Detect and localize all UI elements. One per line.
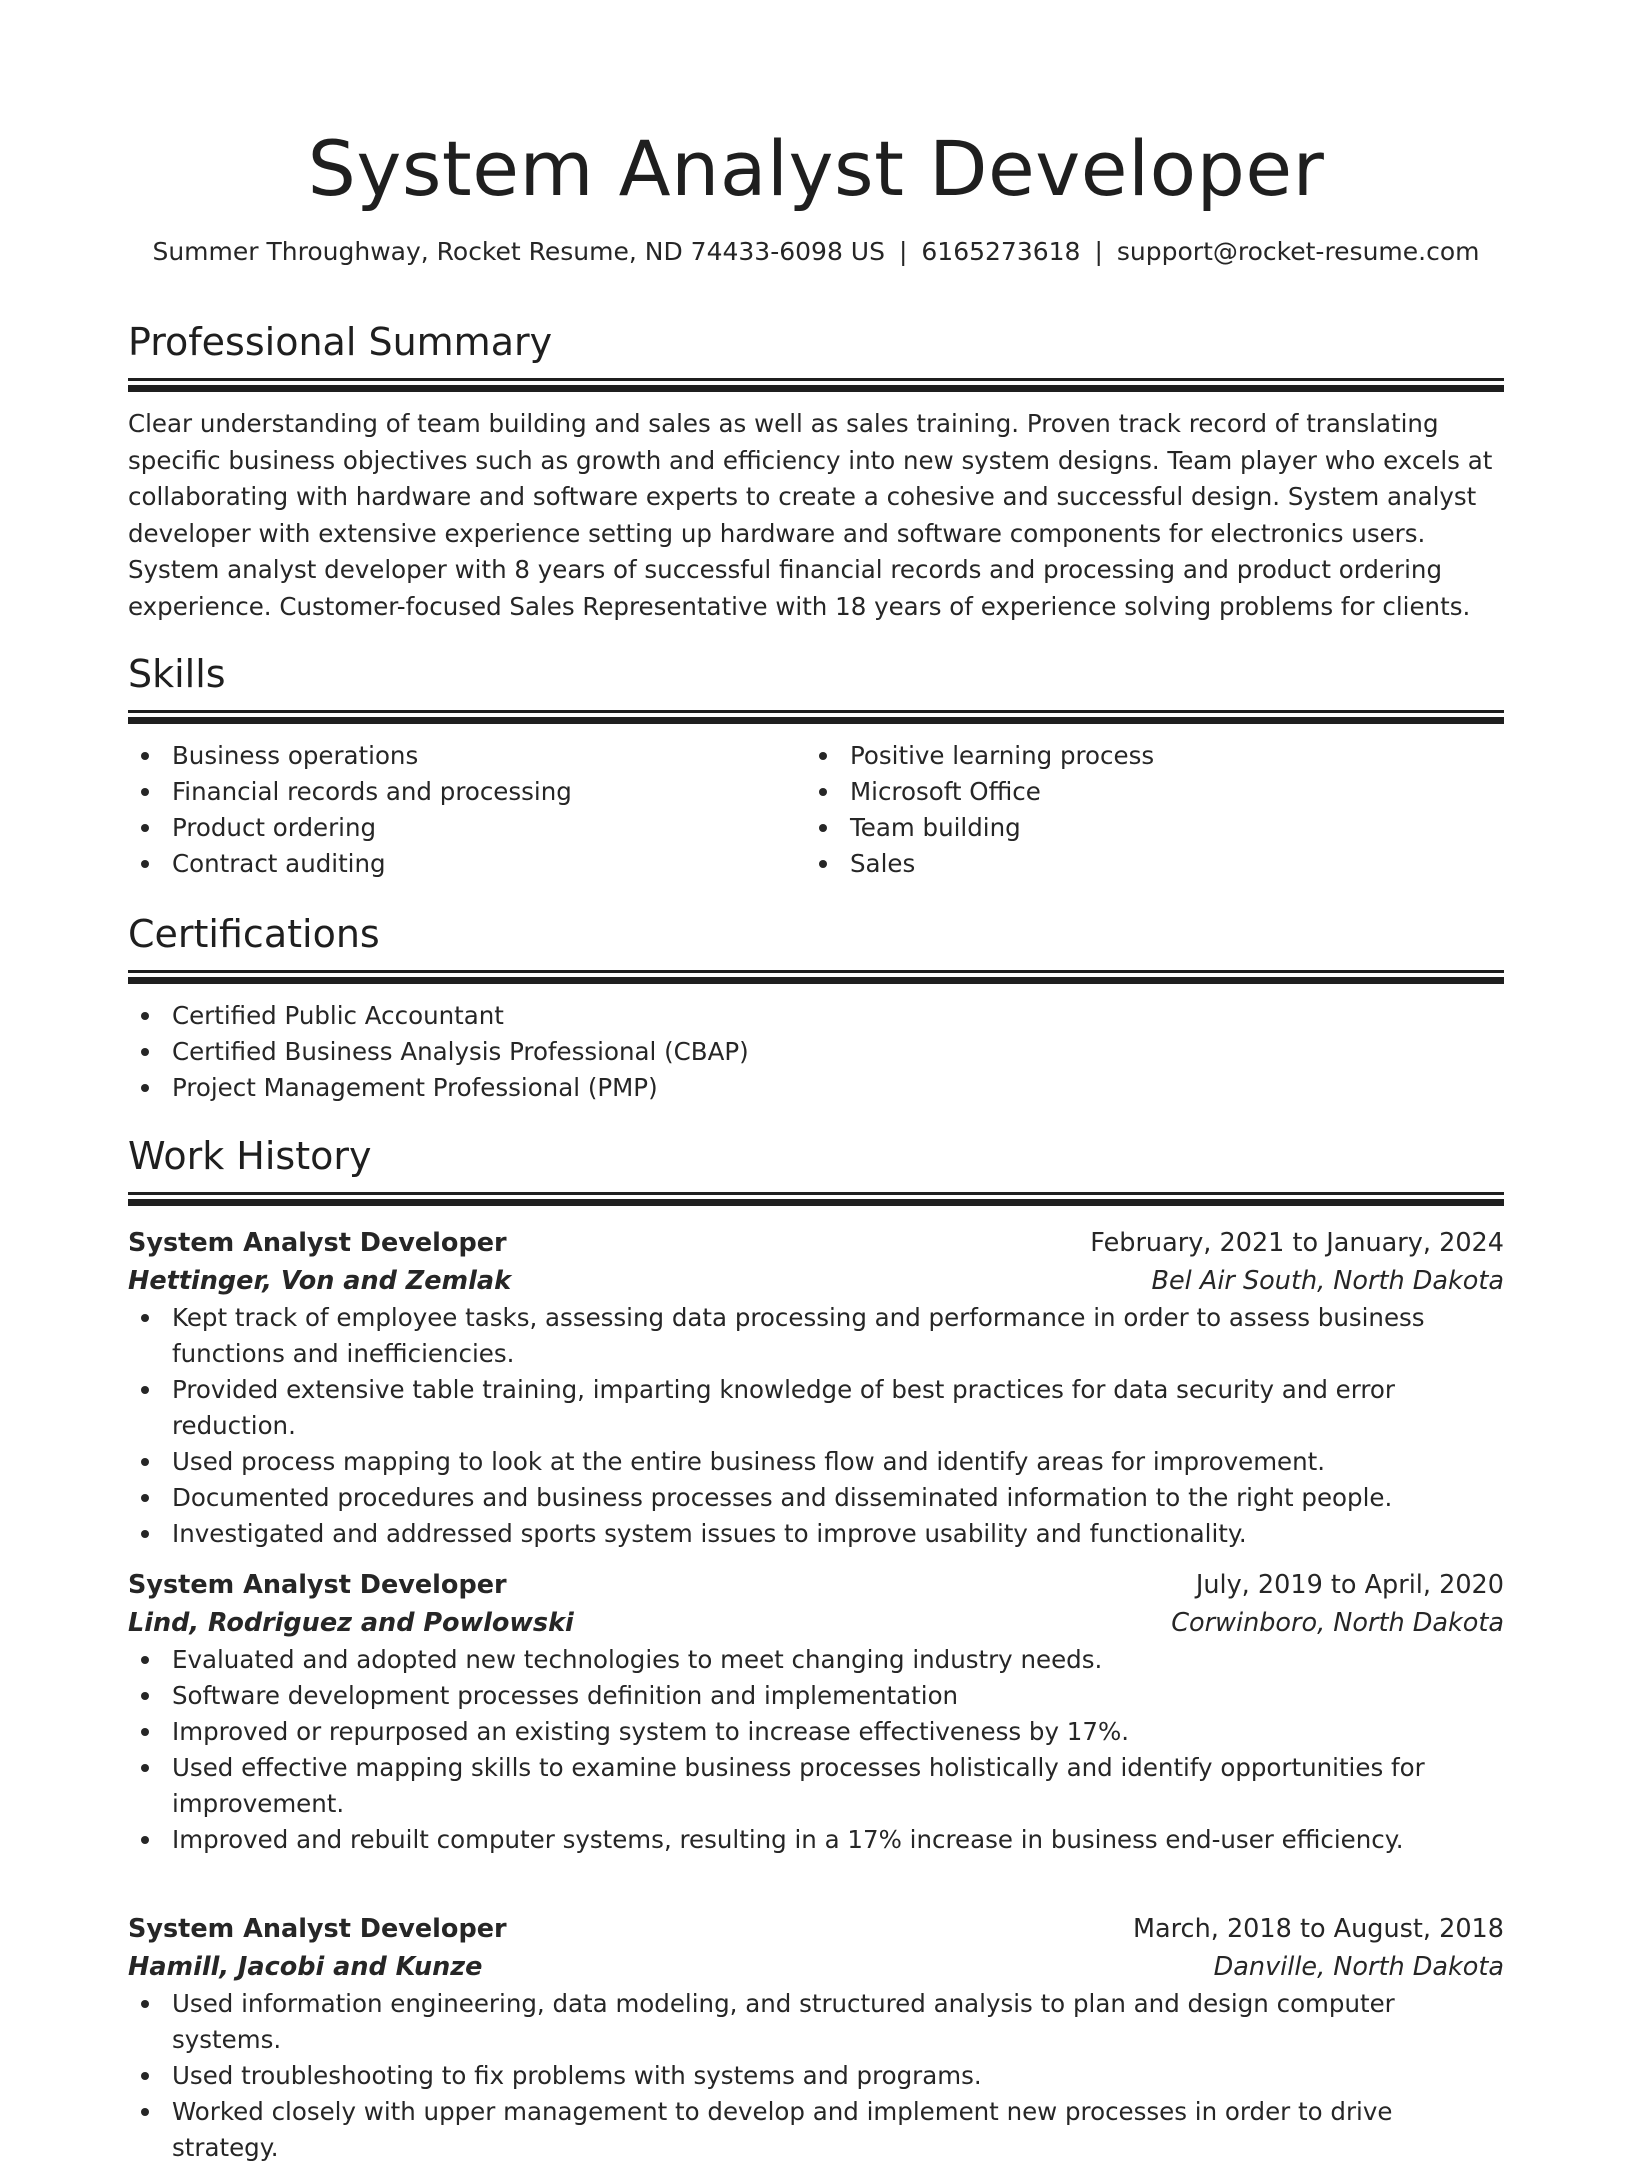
contact-line [128,236,1504,268]
certification-item: Certified Business Analysis Professional (CBAP) [128,1034,1504,1070]
job-company: Lind, Rodriguez and Powlowski [128,1608,574,1638]
job-bullet: Documented procedures and business processes and disseminated information to the right people. [128,1480,1504,1516]
job-bullet: Improved and rebuilt computer systems, resulting in a 17% increase in business end-user efficiency. [128,1822,1504,1858]
resume-page [128,0,1504,2162]
job-dates: July, 2019 to April, 2020 [1195,1570,1504,1600]
section-divider [128,378,1504,381]
job-header [128,1566,1504,1604]
job-bullet: Used troubleshooting to fix problems with systems and programs. [128,2058,1504,2094]
job-entry [128,1224,1504,1552]
certification-item: Project Management Professional (PMP) [128,1070,1504,1106]
job-bullet: Investigated and addressed sports system issues to improve usability and functionality. [128,1516,1504,1552]
skill-item: Business operations [128,738,806,774]
skill-item: Financial records and processing [128,774,806,810]
certification-item: Certified Public Accountant [128,998,1504,1034]
section-certifications [128,910,1504,1106]
section-title-certifications: Certifications [128,912,380,956]
skills-columns [128,738,1504,882]
section-work-history [128,1132,1504,1206]
section-divider-thick [128,717,1504,724]
job-location: Bel Air South, North Dakota [1151,1266,1504,1296]
job-entry [128,1566,1504,1858]
job-title: System Analyst Developer [128,1228,507,1258]
job-header [128,1224,1504,1262]
contact-email: support@rocket-resume.com [1116,237,1480,266]
skill-item: Microsoft Office [806,774,1484,810]
job-bullet: Improved or repurposed an existing system to increase effectiveness by 17%. [128,1714,1504,1750]
skill-item: Team building [806,810,1484,846]
certification-list [128,998,1504,1106]
skill-item: Positive learning process [806,738,1484,774]
job-location: Corwinboro, North Dakota [1171,1608,1504,1638]
job-bullet: Kept track of employee tasks, assessing data processing and performance in order to assess business functions and inefficiencies. [128,1300,1504,1372]
job-bullet-list [128,1986,1504,2166]
skill-item: Product ordering [128,810,806,846]
contact-separator: | [898,237,908,266]
resume-name: System Analyst Developer [307,124,1325,213]
section-divider-thick [128,385,1504,392]
job-bullet: Used process mapping to look at the entire business flow and identify areas for improvement. [128,1444,1504,1480]
skill-item: Sales [806,846,1484,882]
contact-address: Summer Throughway, Rocket Resume, ND 74433-6098 US [152,237,885,266]
job-bullet-list [128,1300,1504,1552]
section-title-summary: Professional Summary [128,320,553,364]
section-divider [128,710,1504,713]
job-company: Hamill, Jacobi and Kunze [128,1952,483,1982]
skill-item: Contract auditing [128,846,806,882]
job-location: Danville, North Dakota [1213,1952,1504,1982]
job-bullet-list [128,1642,1504,1858]
job-bullet: Software development processes definition and implementation [128,1678,1504,1714]
section-divider-thick [128,1199,1504,1206]
job-company: Hettinger, Von and Zemlak [128,1266,512,1296]
job-bullet: Evaluated and adopted new technologies to meet changing industry needs. [128,1642,1504,1678]
job-subheader [128,1262,1504,1300]
section-divider-thick [128,977,1504,984]
section-divider [128,1192,1504,1195]
section-title-work-history: Work History [128,1134,372,1178]
job-bullet: Used information engineering, data modeling, and structured analysis to plan and design computer systems. [128,1986,1504,2058]
section-summary [128,318,1504,625]
section-title-skills: Skills [128,652,226,696]
job-header [128,1910,1504,1948]
job-bullet: Provided extensive table training, imparting knowledge of best practices for data security and error reduction. [128,1372,1504,1444]
job-title: System Analyst Developer [128,1914,507,1944]
job-bullet: Worked closely with upper management to develop and implement new processes in order to drive strategy. [128,2094,1504,2166]
job-bullet: Used effective mapping skills to examine business processes holistically and identify opportunities for improvement. [128,1750,1504,1822]
job-dates: February, 2021 to January, 2024 [1090,1228,1504,1258]
contact-phone: 6165273618 [921,237,1081,266]
skills-column-left [128,738,806,882]
contact-separator: | [1094,237,1103,266]
skills-column-right [806,738,1484,882]
job-entry [128,1910,1504,2166]
job-title: System Analyst Developer [128,1570,507,1600]
job-dates: March, 2018 to August, 2018 [1133,1914,1504,1944]
summary-text: Clear understanding of team building and sales as well as sales training. Proven track record of translating specific business objectives such as growth and efficiency into new system designs. Team player who excels at collaborating with hardware and software experts to create a cohesive and successful design. System analyst developer with extensive experience setting up hardware and software components for electronics users. System analyst developer with 8 years of successful financial records and processing and product ordering experience. Customer-focused Sales Representative with 18 years of experience solving problems for clients. [128,409,1493,621]
job-subheader [128,1948,1504,1986]
section-divider [128,970,1504,973]
job-subheader [128,1604,1504,1642]
section-skills [128,650,1504,882]
